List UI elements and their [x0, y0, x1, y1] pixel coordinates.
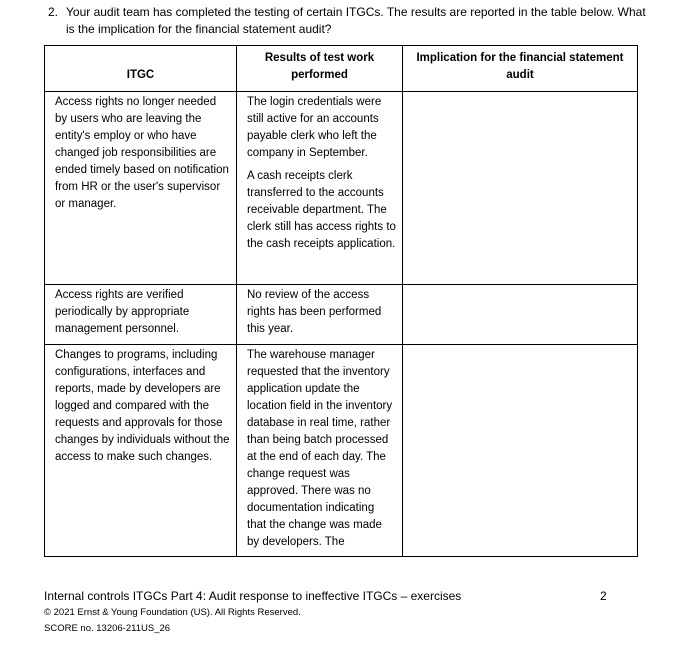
results-cell: [237, 92, 403, 285]
question: [48, 4, 648, 38]
results-paragraph: The warehouse manager requested that the inventory application update the location field in the inventory database in real time, rather than being batch processed at the end of each day. The change request was approved. There was no documentation indicating that the change was made by developers. The: [247, 349, 393, 548]
footer-score: SCORE no. 13206-211US_26: [44, 623, 171, 634]
footer-title: Internal controls ITGCs Part 4: Audit response to ineffective ITGCs – exercises: [44, 589, 462, 603]
results-cell: [237, 345, 403, 557]
header-itgc: ITGC: [45, 46, 237, 92]
header-implication: Implication for the financial statement audit: [403, 46, 638, 92]
question-number: 2.: [48, 5, 59, 19]
itgc-cell: Access rights are verified periodically by appropriate management personnel.: [45, 285, 237, 345]
question-text: Your audit team has completed the testing of certain ITGCs. The results are reported in the table below. What is the implication for the financial statement audit?: [66, 5, 646, 36]
table-row: [45, 285, 638, 345]
header-results: Results of test work performed: [237, 46, 403, 92]
table-header-row: [45, 46, 638, 92]
footer-copyright: © 2021 Ernst & Young Foundation (US). All Rights Reserved.: [44, 607, 301, 618]
table-row: [45, 92, 638, 285]
table-row: [45, 345, 638, 557]
implication-cell[interactable]: [403, 345, 638, 557]
implication-cell[interactable]: [403, 92, 638, 285]
results-paragraph: The login credentials were still active for an accounts payable clerk who left the company in September.: [247, 96, 382, 159]
results-cell: [237, 285, 403, 345]
results-paragraph: A cash receipts clerk transferred to the accounts receivable department. The clerk still has access rights to the cash receipts application.: [247, 170, 396, 250]
itgc-cell: Changes to programs, including configurations, interfaces and reports, made by developers are logged and compared with the requests and approvals for those changes by individuals without the access to make such changes.: [45, 345, 237, 557]
itgc-cell: Access rights no longer needed by users who are leaving the entity's employ or who have changed job responsibilities are ended timely based on notification from HR or the user's supervisor or manager.: [45, 92, 237, 285]
results-cell-clip: [247, 347, 396, 556]
results-paragraph: No review of the access rights has been performed this year.: [247, 289, 382, 335]
itgc-table: [44, 45, 638, 557]
page-number: 2: [600, 589, 607, 603]
implication-cell[interactable]: [403, 285, 638, 345]
